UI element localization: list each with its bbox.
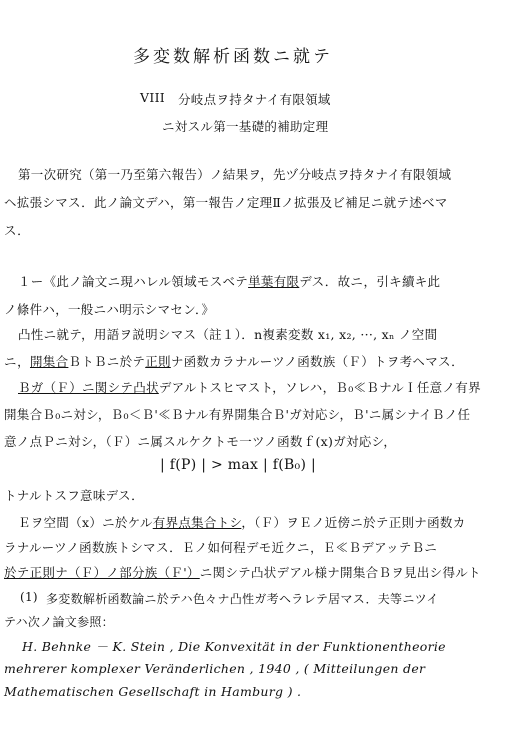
underlined-phrase: 開集合: [29, 354, 69, 369]
section1-line-4-start: ニ，: [4, 354, 30, 369]
underlined-phrase: 正則: [145, 354, 171, 369]
section1-line-9: [18, 513, 466, 531]
section1-line-4-mid: ＢトＢニ於テ: [68, 354, 146, 369]
section1-line-11-end: ニ関シテ凸状デアル様ナ開集合Ｂヲ見出シ得ルト: [199, 565, 481, 580]
footnote-line-2: テハ次ノ論文参照：: [4, 615, 114, 629]
intro-line-2: ヘ拡張シマス．此ノ論文デハ，第一報告ノ定理Ⅱノ拡張及ビ補足ニ就テ述べマ: [4, 195, 448, 210]
reference-line-2: mehrerer komplexer Veränderlichen , 1940 , ( Mitteilungen der: [4, 661, 426, 676]
section1-line-9-end: ，（Ｆ）ヲＥノ近傍ニ於テ正則ナ函数カ: [241, 515, 466, 530]
section1-line-5: [18, 378, 481, 396]
intro-line-1: 第一次研究（第一乃至第六報告）ノ結果ヲ，先ヅ分岐点ヲ持タナイ有限領域: [18, 167, 452, 182]
section1-line-6: 開集合Ｂ₀ニ対シ，Ｂ₀＜Ｂ'≪Ｂナル有界開集合Ｂ'ガ対応シ，Ｂ'ニ属シナイＢノ任: [4, 407, 471, 422]
section1-line-1: [18, 272, 440, 290]
section-number: VIII: [140, 90, 166, 105]
section1-line-9-start: Ｅヲ空間（x）ニ於ケル: [18, 515, 153, 530]
section1-line-4-end: ナ函数カラナルーツノ函数族（Ｆ）トヲ考ヘマス．: [170, 354, 464, 369]
intro-line-3: ス．: [4, 223, 30, 238]
formula: | f(P) | > max | f(B₀) |: [160, 457, 316, 473]
section1-line-10: ラナルーツノ函数族トシマス．Ｅノ如何程デモ近クニ，Ｅ≪ＢデアッテＢニ: [4, 540, 438, 555]
reference-line-3: Mathematischen Gesellschaft in Hamburg ) .: [4, 684, 302, 699]
section1-line-1-end: デス．故ニ，引キ續キ此: [299, 274, 441, 289]
underlined-phrase: 有界点集合トシ: [152, 515, 242, 530]
reference-line-1: H. Behnke － K. Stein , Die Konvexität in der Funktionentheorie: [22, 639, 446, 654]
underlined-phrase: 於テ正則ナ（Ｆ）ノ部分族（Ｆ'）: [4, 565, 200, 580]
section1-line-5-end: デアルトスヒマスト，ソレハ，Ｂ₀≪ＢナルＩ任意ノ有界: [158, 380, 481, 395]
underlined-phrase: Ｂガ（Ｆ）ニ関シテ凸状: [18, 380, 159, 395]
section1-line-11: [4, 563, 481, 581]
section1-line-3: 凸性ニ就テ，用語ヲ説明シマス（註１）．n複素変数 x₁, x₂, ···, xₙ ノ空間: [18, 327, 438, 342]
section1-line-4: [4, 352, 464, 370]
subtitle-line-1: 分岐点ヲ持タナイ有限領域: [178, 92, 331, 107]
underlined-phrase: 単葉有限: [248, 274, 300, 289]
section1-line-1-start: １ー《此ノ論文ニ現ハレル領域モスベテ: [18, 274, 249, 289]
page-title: 多変数解析函数ニ就テ: [133, 47, 333, 67]
section1-line-8: トナルトスフ意味デス．: [4, 488, 144, 503]
footnote-marker: (1): [20, 590, 38, 604]
section1-line-7: 意ノ点Ｐニ対シ，（Ｆ）ニ属スルケクトモ一ツノ函数ｆ(x)ガ対応シ，: [4, 434, 397, 449]
subtitle-line-2: ニ対スル第一基礎的補助定理: [162, 119, 329, 134]
footnote-line-1: 多変数解析函数論ニ於テハ色々ナ凸性ガ考ヘラレテ居マス．夫等ニツイ: [46, 592, 439, 606]
section1-line-2: ノ條件ハ，一般ニハ明示シマセン．》: [4, 302, 215, 317]
